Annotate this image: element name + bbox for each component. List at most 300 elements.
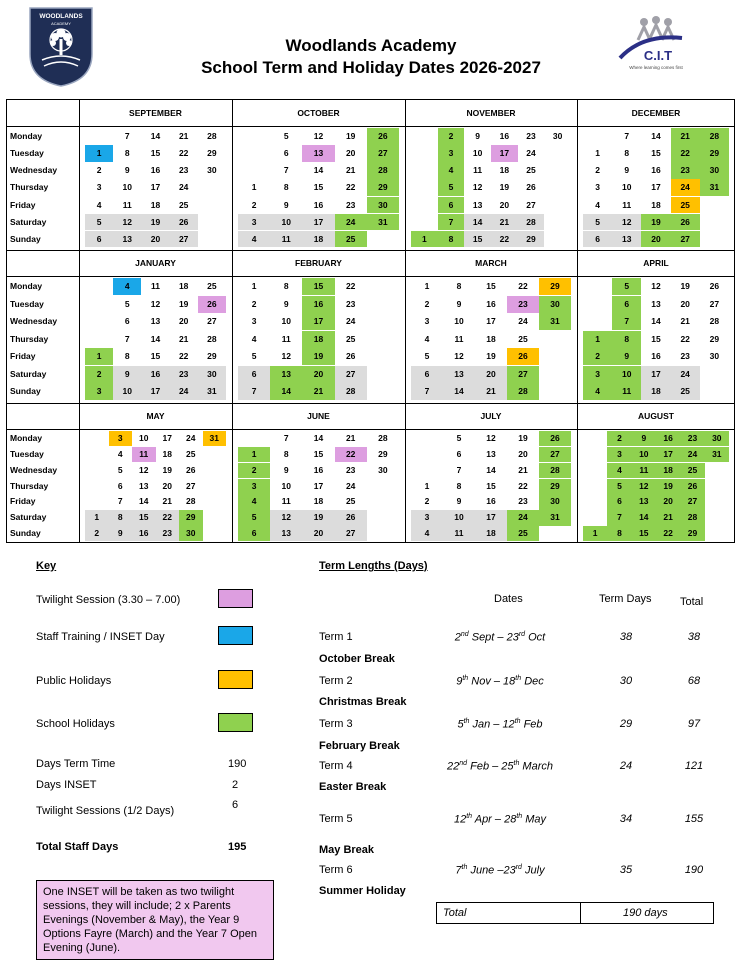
day-number: 19 (150, 216, 161, 227)
school-holiday-swatch (218, 713, 253, 732)
twilight-sessions-label: Twilight Sessions (1/2 Days) (36, 805, 175, 817)
cit-tagline: Where learning comes first (629, 65, 683, 70)
day-number: 3 (595, 368, 600, 379)
key-label-twilight: Twilight Session (3.30 – 7.00) (36, 594, 181, 606)
day-number: 6 (595, 233, 600, 244)
day-number: 15 (486, 480, 496, 491)
day-number: 6 (117, 480, 123, 491)
calendar-grid (6, 99, 735, 543)
day-number: 7 (251, 386, 257, 397)
day-number: 8 (448, 233, 454, 244)
day-number: 7 (283, 433, 289, 443)
day-number: 13 (281, 368, 292, 379)
day-number: 18 (499, 165, 510, 176)
day-number: 13 (313, 148, 324, 159)
day-number: 26 (207, 298, 217, 309)
month-name-september: SEPTEMBER (129, 108, 182, 118)
day-number: 23 (345, 298, 356, 309)
day-number: 28 (526, 216, 536, 227)
day-number: 29 (709, 148, 720, 159)
day-name-friday: Friday (10, 199, 36, 210)
day-number: 20 (486, 368, 496, 379)
day-number: 13 (139, 480, 149, 491)
day-number: 7 (124, 131, 130, 141)
day-number: 11 (281, 496, 291, 507)
month-name-april: APRIL (643, 258, 669, 268)
day-number: 29 (207, 148, 217, 159)
day-number: 5 (251, 512, 257, 523)
day-number: 17 (486, 316, 496, 327)
day-number: 13 (150, 316, 161, 327)
day-number: 19 (663, 480, 673, 491)
day-number: 1 (251, 281, 257, 291)
day-number: 18 (486, 333, 496, 344)
day-number: 6 (283, 148, 289, 159)
day-number: 24 (518, 316, 528, 327)
day-number: 11 (122, 199, 132, 210)
key-title: Key (36, 560, 57, 572)
day-number: 19 (345, 131, 356, 141)
day-name-friday: Friday (10, 351, 36, 362)
day-number: 26 (186, 464, 196, 475)
day-number: 8 (456, 281, 462, 291)
day-number: 1 (595, 148, 600, 159)
day-number: 31 (207, 386, 217, 397)
day-number: 28 (518, 386, 528, 397)
day-number: 23 (687, 433, 698, 443)
day-number: 23 (178, 368, 189, 379)
day-number: 24 (526, 148, 536, 159)
day-number: 25 (345, 333, 356, 344)
day-number: 22 (345, 281, 356, 291)
day-number: 11 (622, 199, 632, 210)
day-number: 23 (526, 131, 536, 141)
day-number: 31 (712, 448, 722, 459)
day-number: 12 (150, 298, 161, 309)
day-number: 6 (617, 496, 622, 507)
day-number: 29 (550, 281, 560, 291)
key-label-public-holidays: Public Holidays (36, 675, 112, 687)
day-name-saturday: Saturday (10, 216, 47, 227)
day-number: 7 (617, 512, 622, 523)
day-number: 14 (639, 512, 649, 523)
term-name: Term 2 (319, 675, 353, 687)
total-days-label: Total (443, 907, 467, 919)
day-number: 18 (651, 199, 661, 210)
day-name-thursday: Thursday (10, 333, 49, 344)
term-total: 97 (687, 718, 701, 730)
day-number: 27 (687, 496, 698, 507)
day-number: 7 (424, 386, 430, 397)
day-number: 17 (313, 216, 324, 227)
day-number: 18 (150, 199, 161, 210)
day-number: 15 (150, 148, 161, 159)
month-name-february: FEBRUARY (295, 258, 342, 268)
day-number: 7 (624, 316, 630, 327)
day-number: 7 (448, 216, 454, 227)
day-number: 11 (473, 165, 483, 176)
calendar-vline (79, 100, 80, 543)
day-number: 8 (624, 148, 630, 159)
day-number: 18 (313, 496, 324, 507)
day-name-thursday: Thursday (10, 182, 49, 193)
day-number: 13 (639, 496, 649, 507)
day-number: 6 (251, 528, 257, 539)
day-number: 26 (687, 480, 698, 491)
day-number: 17 (663, 448, 673, 459)
day-number: 8 (624, 333, 630, 344)
month-name-january: JANUARY (135, 258, 176, 268)
day-name-friday: Friday (10, 496, 36, 507)
day-number: 12 (122, 216, 133, 227)
day-number: 17 (651, 368, 661, 379)
day-number: 25 (345, 496, 356, 507)
total-staff-days-label: Total Staff Days (36, 841, 119, 853)
day-number: 30 (186, 528, 196, 539)
day-number: 11 (454, 333, 464, 344)
day-number: 11 (281, 233, 291, 244)
day-number: 5 (96, 216, 102, 227)
day-number: 4 (124, 281, 130, 291)
day-number: 26 (526, 182, 536, 193)
day-number: 5 (251, 351, 257, 362)
day-number: 19 (313, 351, 324, 362)
break-name: Easter Break (319, 781, 387, 793)
day-number: 9 (124, 368, 130, 379)
day-number: 1 (424, 480, 430, 491)
day-number: 29 (526, 233, 536, 244)
day-number: 31 (209, 433, 219, 443)
day-number: 29 (550, 480, 560, 491)
day-number: 20 (313, 528, 324, 539)
break-name: October Break (319, 653, 395, 665)
day-number: 30 (709, 351, 720, 362)
day-number: 4 (251, 496, 257, 507)
day-number: 21 (486, 386, 496, 397)
day-number: 4 (117, 448, 123, 459)
page-subtitle: School Term and Holiday Dates 2026-2027 (201, 58, 541, 77)
term-days-column-header: Term Days (599, 593, 652, 605)
term-dates: 22nd Feb – 25th March (447, 760, 553, 773)
day-number: 20 (345, 148, 356, 159)
day-number: 16 (313, 199, 324, 210)
day-number: 18 (313, 233, 324, 244)
day-number: 19 (178, 298, 189, 309)
day-number: 24 (345, 480, 356, 491)
break-name: February Break (319, 740, 400, 752)
day-number: 22 (518, 480, 528, 491)
day-number: 24 (680, 182, 690, 193)
days-term-time-label: Days Term Time (36, 758, 116, 770)
day-number: 27 (178, 233, 189, 244)
day-number: 9 (624, 351, 630, 362)
day-number: 30 (207, 165, 217, 176)
day-number: 28 (186, 496, 196, 507)
day-number: 1 (251, 448, 257, 459)
days-term-time-value: 190 (228, 758, 247, 770)
day-number: 21 (680, 316, 690, 327)
day-number: 11 (150, 281, 160, 291)
day-name-saturday: Saturday (10, 512, 47, 523)
day-number: 21 (345, 433, 356, 443)
day-number: 25 (178, 199, 189, 210)
day-number: 15 (139, 512, 149, 523)
day-number: 18 (486, 528, 496, 539)
day-number: 4 (448, 165, 454, 176)
day-number: 3 (251, 316, 257, 327)
day-number: 30 (378, 464, 388, 475)
day-number: 12 (313, 131, 324, 141)
day-number: 23 (680, 165, 690, 176)
break-name: Christmas Break (319, 696, 407, 708)
day-number: 5 (124, 298, 130, 309)
calendar-hline (7, 403, 735, 404)
day-number: 30 (550, 496, 560, 507)
day-number: 28 (207, 333, 217, 344)
day-number: 28 (207, 131, 217, 141)
day-number: 20 (663, 496, 673, 507)
day-number: 12 (622, 216, 632, 227)
day-name-thursday: Thursday (10, 480, 49, 491)
day-number: 27 (526, 199, 536, 210)
days-inset-value: 2 (232, 779, 239, 791)
day-number: 9 (456, 298, 462, 309)
day-number: 8 (117, 512, 123, 523)
day-number: 18 (178, 281, 189, 291)
day-number: 8 (124, 148, 130, 159)
day-number: 22 (178, 148, 189, 159)
day-number: 31 (550, 512, 560, 523)
day-name-tuesday: Tuesday (10, 298, 44, 309)
day-number: 6 (424, 368, 430, 379)
day-number: 19 (518, 433, 528, 443)
day-number: 6 (96, 233, 102, 244)
day-number: 4 (595, 386, 600, 397)
term-total: 121 (684, 760, 704, 772)
day-number: 14 (139, 496, 149, 507)
month-name-july: JULY (480, 411, 502, 421)
term-days: 38 (619, 631, 633, 643)
day-number: 6 (251, 368, 257, 379)
key-label-inset: Staff Training / INSET Day (36, 631, 165, 643)
day-number: 20 (150, 233, 161, 244)
day-number: 15 (313, 281, 324, 291)
day-number: 20 (499, 199, 510, 210)
day-number: 3 (448, 148, 454, 159)
day-number: 18 (313, 333, 324, 344)
day-number: 28 (550, 464, 560, 475)
day-number: 4 (617, 464, 622, 475)
day-number: 12 (486, 433, 496, 443)
day-number: 2 (94, 528, 100, 539)
day-number: 16 (150, 368, 161, 379)
twilight-sessions-value: 6 (232, 799, 239, 811)
day-number: 12 (139, 464, 149, 475)
term-dates: 2nd Sept – 23rd Oct (454, 631, 546, 644)
day-number: 5 (624, 281, 630, 291)
day-number: 13 (651, 298, 661, 309)
day-name-monday: Monday (10, 131, 43, 141)
crest-text: WOODLANDS (39, 13, 83, 20)
day-number: 2 (448, 131, 454, 141)
month-name-may: MAY (146, 411, 165, 421)
day-number: 14 (454, 386, 464, 397)
day-number: 30 (552, 131, 563, 141)
day-number: 25 (518, 528, 528, 539)
day-number: 1 (94, 512, 100, 523)
day-number: 11 (639, 464, 649, 475)
day-name-sunday: Sunday (10, 528, 41, 539)
day-number: 15 (486, 281, 496, 291)
day-number: 10 (472, 148, 483, 159)
day-number: 13 (486, 448, 496, 459)
day-number: 26 (178, 216, 189, 227)
day-number: 6 (124, 316, 130, 327)
day-number: 18 (651, 386, 661, 397)
day-number: 9 (283, 464, 289, 475)
day-number: 27 (345, 528, 356, 539)
day-name-monday: Monday (10, 281, 43, 291)
day-number: 12 (281, 351, 292, 362)
day-number: 5 (448, 182, 454, 193)
day-number: 30 (550, 298, 560, 309)
day-number: 1 (592, 528, 598, 539)
day-number: 19 (162, 464, 172, 475)
term-dates: 7th June –23rd July (455, 864, 545, 877)
day-number: 22 (345, 182, 356, 193)
day-number: 25 (186, 448, 196, 459)
day-number: 9 (624, 165, 630, 176)
day-number: 11 (454, 528, 464, 539)
day-number: 27 (186, 480, 196, 491)
day-number: 23 (518, 298, 528, 309)
day-number: 15 (313, 182, 324, 193)
inset-note: One INSET will be taken as two twilight sessions, they will include; 2 x Parents Evenings (November & May), the Year 9 Options Fayre (March) and the Year 7 Open Evening (June). (36, 880, 274, 960)
page-title: Woodlands Academy (285, 36, 457, 55)
day-number: 19 (486, 351, 496, 362)
day-number: 16 (139, 528, 149, 539)
day-number: 24 (518, 512, 528, 523)
day-number: 13 (472, 199, 483, 210)
day-number: 16 (150, 165, 161, 176)
day-number: 8 (456, 480, 462, 491)
day-number: 25 (345, 233, 356, 244)
day-number: 22 (680, 333, 690, 344)
day-number: 3 (617, 448, 622, 459)
day-number: 2 (617, 433, 622, 443)
day-name-sunday: Sunday (10, 233, 41, 244)
day-number: 27 (345, 368, 356, 379)
day-number: 17 (486, 512, 496, 523)
day-number: 11 (139, 448, 149, 459)
day-number: 9 (283, 199, 289, 210)
day-number: 6 (624, 298, 630, 309)
calendar-header-line (7, 276, 735, 277)
day-number: 28 (709, 131, 720, 141)
day-number: 31 (378, 216, 388, 227)
term-name: Term 3 (319, 718, 353, 730)
day-number: 18 (663, 464, 673, 475)
day-number: 10 (454, 512, 464, 523)
day-number: 22 (162, 512, 172, 523)
term-days: 30 (619, 675, 633, 687)
day-number: 5 (424, 351, 430, 362)
day-number: 10 (622, 368, 632, 379)
day-number: 13 (122, 233, 133, 244)
day-number: 16 (663, 433, 673, 443)
day-number: 19 (499, 182, 510, 193)
day-number: 25 (680, 386, 690, 397)
day-number: 1 (96, 148, 102, 159)
day-number: 27 (709, 298, 720, 309)
day-number: 11 (281, 333, 291, 344)
total-column-header: Total (680, 596, 704, 608)
day-number: 15 (639, 528, 649, 539)
day-number: 8 (617, 528, 622, 539)
day-number: 25 (518, 333, 528, 344)
term-dates: 5th Jan – 12th Feb (457, 718, 543, 731)
day-number: 20 (680, 298, 690, 309)
day-number: 5 (617, 480, 622, 491)
day-number: 5 (456, 433, 462, 443)
day-number: 29 (207, 351, 217, 362)
day-number: 4 (424, 333, 430, 344)
day-number: 14 (313, 165, 324, 176)
day-number: 7 (117, 496, 123, 507)
term-total: 155 (684, 813, 704, 825)
total-staff-days-value: 195 (228, 841, 247, 853)
month-name-november: NOVEMBER (466, 108, 516, 118)
day-number: 22 (178, 351, 189, 362)
public-holiday-swatch (218, 670, 253, 689)
day-number: 29 (378, 182, 388, 193)
day-number: 17 (150, 182, 161, 193)
term-days: 29 (619, 718, 633, 730)
calendar-header-line (7, 126, 735, 127)
day-number: 23 (518, 496, 528, 507)
day-number: 19 (313, 512, 324, 523)
month-name-june: JUNE (307, 411, 330, 421)
day-number: 26 (518, 351, 528, 362)
month-name-august: AUGUST (638, 411, 674, 421)
day-number: 8 (124, 351, 130, 362)
day-number: 3 (251, 480, 257, 491)
day-number: 9 (283, 298, 289, 309)
day-number: 20 (313, 368, 324, 379)
day-number: 9 (456, 496, 462, 507)
day-number: 7 (283, 165, 289, 176)
day-number: 3 (117, 433, 123, 443)
day-number: 8 (283, 281, 289, 291)
calendar-hline (7, 250, 735, 251)
day-number: 10 (122, 386, 133, 397)
calendar-vline (577, 100, 578, 543)
day-number: 27 (550, 448, 560, 459)
day-number: 15 (651, 333, 661, 344)
day-name-wednesday: Wednesday (10, 316, 58, 327)
day-number: 17 (651, 182, 661, 193)
day-number: 8 (283, 182, 289, 193)
day-number: 2 (424, 298, 430, 309)
day-number: 29 (378, 448, 388, 459)
day-number: 15 (313, 448, 324, 459)
day-number: 25 (680, 199, 690, 210)
month-name-march: MARCH (475, 258, 507, 268)
day-number: 15 (472, 233, 483, 244)
day-number: 14 (651, 131, 661, 141)
day-number: 17 (499, 148, 510, 159)
day-number: 17 (313, 316, 324, 327)
